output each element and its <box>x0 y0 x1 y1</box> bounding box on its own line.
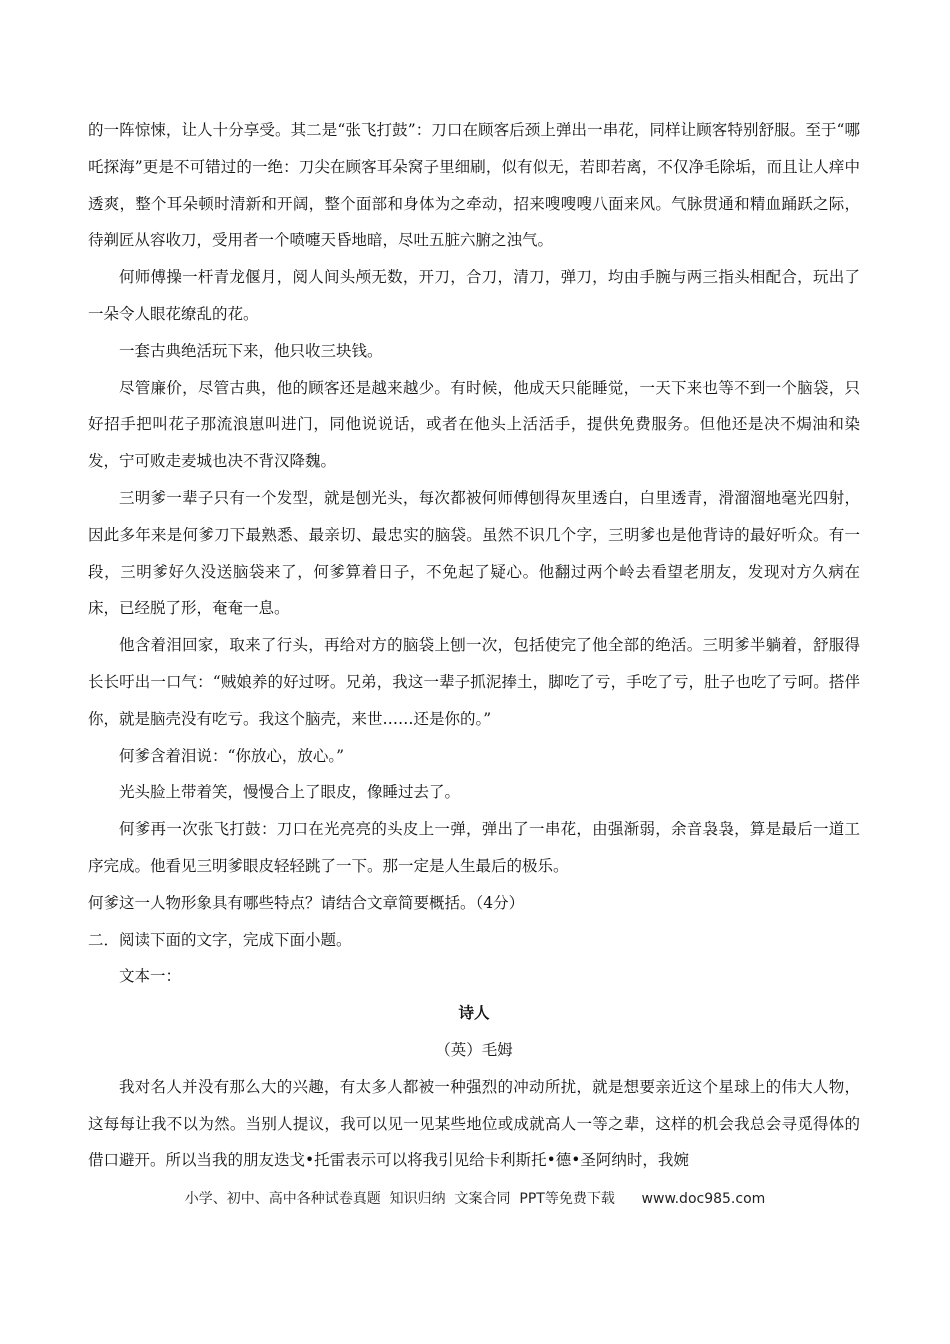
paragraph-6: 他含着泪回家，取来了行头，再给对方的脑袋上刨一次，包括使完了他全部的绝活。三明爹半躺着，舒服得长长吁出一口气：“贼娘养的好过呀。兄弟，我这一辈子抓泥捧土，脚吃了亏，手吃了亏，肚子也吃了亏呵。搭伴你，就是脑壳没有吃亏。我这个脑壳，来世……还是你的。” <box>88 636 860 728</box>
paragraph-10: 我对名人并没有那么大的兴趣，有太多人都被一种强烈的冲动所扰，就是想要亲近这个星球上的伟大人物，这每每让我不以为然。当别人提议，我可以见一见某些地位或成就高人一等之辈，这样的机会我总会寻觅得体的借口避开。所以当我的朋友迭戈•托雷表示可以将我引见给卡利斯托•德•圣阿纳时，我婉 <box>88 1077 860 1170</box>
article-body <box>88 112 860 1179</box>
section-heading: 二．阅读下面的文字，完成下面小题。 <box>88 930 352 949</box>
paragraph-7: 何爹含着泪说：“你放心，放心。” <box>119 746 345 765</box>
paragraph-3: 一套古典绝活玩下来，他只收三块钱。 <box>119 341 383 360</box>
page-footer: 小学、初中、高中各种试卷真题 知识归纳 文案合同 PPT等免费下载 www.doc985.com <box>184 1191 766 1207</box>
paragraph-1: 的一阵惊悚，让人十分享受。其二是“张飞打鼓”：刀口在顾客后颈上弹出一串花，同样让顾客特别舒服。至于“哪吒探海”更是不可错过的一绝：刀尖在顾客耳朵窝子里细刷，似有似无，若即若离，不仅净毛除垢，而且让人痒中透爽，整个耳朵顿时清新和开阔，整个面部和身体为之牵动，招来嗖嗖嗖八面来风。气脉贯通和精血踊跃之际，待剃匠从容收刀，受用者一个喷嚏天昏地暗，尽吐五脏六腑之浊气。 <box>88 121 860 250</box>
paragraph-2: 何师傅操一杆青龙偃月，阅人间头颅无数，开刀，合刀，清刀，弹刀，均由手腕与两三指头相配合，玩出了一朵令人眼花缭乱的花。 <box>88 268 860 323</box>
paragraph-5: 三明爹一辈子只有一个发型，就是刨光头，每次都被何师傅刨得灰里透白，白里透青，滑溜溜地毫光四射，因此多年来是何爹刀下最熟悉、最亲切、最忠实的脑袋。虽然不识几个字，三明爹也是他背诗的最好听众。有一段，三明爹好久没送脑袋来了，何爹算着日子，不免起了疑心。他翻过两个岭去看望老朋友，发现对方久病在床，已经脱了形，奄奄一息。 <box>88 488 860 618</box>
question-text: 何爹这一人物形象具有哪些特点？请结合文章简要概括。（4分） <box>88 893 525 912</box>
article-author: （英）毛姆 <box>435 1040 513 1059</box>
paragraph-9: 何爹再一次张飞打鼓：刀口在光亮亮的头皮上一弹，弹出了一串花，由强渐弱，余音袅袅，算是最后一道工序完成。他看见三明爹眼皮轻轻跳了一下。那一定是人生最后的极乐。 <box>88 820 860 875</box>
text-label: 文本一： <box>119 967 182 986</box>
paragraph-4: 尽管廉价，尽管古典，他的顾客还是越来越少。有时候，他成天只能睡觉，一天下来也等不到一个脑袋，只好招手把叫花子那流浪崽叫进门，同他说说话，或者在他头上活活手，提供免费服务。但他还是决不焗油和染发，宁可败走麦城也决不背汉降魏。 <box>88 378 860 471</box>
article-title: 诗人 <box>458 1003 490 1023</box>
paragraph-8: 光头脸上带着笑，慢慢合上了眼皮，像睡过去了。 <box>119 783 461 802</box>
